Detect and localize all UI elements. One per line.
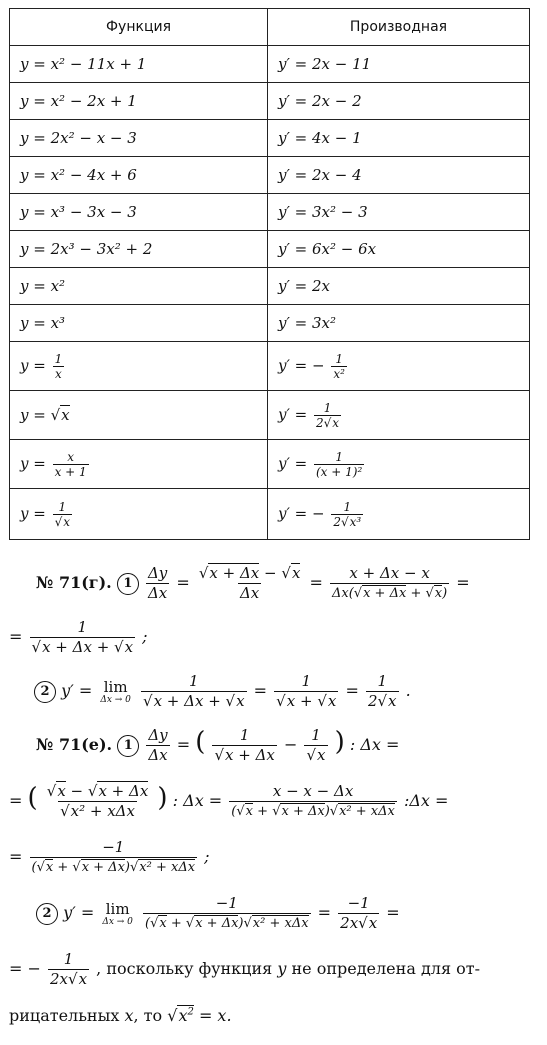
table-row xyxy=(10,194,530,231)
numerator: 1 xyxy=(239,726,250,744)
fraction xyxy=(331,352,347,381)
radicand: x + Δx xyxy=(209,564,260,582)
lim-word: lim xyxy=(105,899,130,918)
radical-sign: √ xyxy=(167,1006,178,1025)
fraction xyxy=(338,894,379,933)
equals: = xyxy=(253,681,268,700)
table-row xyxy=(10,391,530,440)
explanation-text: не определена для от- xyxy=(291,959,481,978)
denominator: (x + 1)² xyxy=(316,464,363,479)
denominator: 2x√x xyxy=(340,914,378,932)
operator: + xyxy=(166,916,186,931)
fraction xyxy=(143,894,311,933)
numerator: 1 xyxy=(58,499,67,514)
solution-e-line-6 xyxy=(9,1006,539,1025)
radicand: x + Δx xyxy=(195,916,239,931)
den-part: ) xyxy=(238,916,244,931)
radicand: x + Δx xyxy=(153,692,204,710)
numerator: 1 xyxy=(189,672,199,690)
fraction xyxy=(30,618,136,657)
problem-label: № 71(г). xyxy=(36,573,112,592)
numerator: x xyxy=(67,449,75,464)
variable: y xyxy=(277,959,287,978)
radicand xyxy=(177,1005,193,1025)
lim-word: lim xyxy=(103,677,128,696)
fraction xyxy=(197,564,303,603)
fraction xyxy=(53,450,89,479)
denominator: x + 1 xyxy=(54,464,87,479)
base: x xyxy=(178,1006,188,1025)
denominator: Δx xyxy=(148,746,168,764)
radicand: x xyxy=(332,415,340,430)
limit xyxy=(102,901,133,927)
equals: = xyxy=(345,681,359,700)
radicand: x xyxy=(368,914,378,932)
denominator: √x + Δx xyxy=(214,746,275,764)
function-cell: y = 2x² − x − 3 xyxy=(10,120,268,157)
denominator: √x² + xΔx xyxy=(60,802,135,820)
lhs: y = xyxy=(20,406,46,424)
den-part: ( xyxy=(145,916,151,931)
derivative-cell xyxy=(268,440,530,489)
function-cell xyxy=(10,391,268,440)
den-part: Δx( xyxy=(332,586,354,601)
function-cell: y = x² xyxy=(10,268,268,305)
result: = x. xyxy=(198,1006,232,1025)
period: . xyxy=(405,681,411,700)
derivative-cell: y′ = 3x² − 3 xyxy=(268,194,530,231)
numerator: x − x − Δx xyxy=(272,782,354,800)
radical-sign: √ xyxy=(54,514,63,529)
den-part: ( xyxy=(231,804,237,819)
radicand: x + Δx xyxy=(225,746,275,764)
explanation-text: рицательных xyxy=(9,1006,120,1025)
radicand: x xyxy=(236,692,245,710)
numerator: −1 xyxy=(102,838,125,856)
table-row xyxy=(10,231,530,268)
table-header-row xyxy=(10,9,530,46)
operator: + xyxy=(91,638,115,656)
numerator: −1 xyxy=(347,894,370,912)
solution-g-line-2 xyxy=(9,618,539,657)
numerator: 1 xyxy=(77,618,88,636)
colon-division: : Δx = xyxy=(172,791,223,810)
variable: x xyxy=(124,1006,134,1025)
coefficient: 2 xyxy=(333,514,341,529)
explanation-text: , то xyxy=(133,1006,163,1025)
denominator: (√x + √x + Δx)√x² + xΔx xyxy=(143,913,311,933)
semicolon: ; xyxy=(204,847,210,866)
numerator: 1 xyxy=(323,400,332,415)
fraction xyxy=(53,352,65,381)
radicand: x xyxy=(434,586,443,601)
equals: = xyxy=(9,791,23,810)
lhs: y′ = − xyxy=(278,504,325,522)
solution-g-line-3: 2 y′ = lim Δx → 0 $\frac{1}{√x + \Delta x + √x}$ = $\frac{1}{√x + √x}$ = $\frac{1}{2√x}$ . xyxy=(34,672,547,711)
fraction xyxy=(30,838,198,877)
derivative-cell: y′ = 3x² xyxy=(268,305,530,342)
radicand: x xyxy=(286,692,296,710)
derivative-cell: y′ = 2x xyxy=(268,268,530,305)
radicand: x² + xΔx xyxy=(252,916,309,931)
operator: + xyxy=(203,692,226,710)
solution-e-line-2: = ( $\frac{√x - √x + \Delta x}{\text{√x² + xΔx}}$ ) : Δx = $\frac{x - x - \Delta x}{\text{(√x + √x + Δx)√x² + xΔx}}$ :Δx = xyxy=(9,782,449,820)
step-marker-2: 2 xyxy=(34,681,56,703)
den-part: ) xyxy=(124,860,130,875)
lhs: y = xyxy=(20,504,46,522)
fraction xyxy=(274,672,338,711)
radicand: x + Δx xyxy=(363,586,407,601)
numerator: 1 xyxy=(377,672,387,690)
radicand: x + Δx xyxy=(81,860,125,875)
fraction xyxy=(212,726,276,765)
fraction xyxy=(48,950,89,989)
equals: = xyxy=(309,573,323,592)
colon-division: :Δx = xyxy=(403,791,449,810)
coefficient: 2x xyxy=(50,970,69,988)
lhs: y′ = xyxy=(278,454,308,472)
equals-minus: = − xyxy=(9,959,41,978)
solution-e-line-4: 2 y′ = lim Δx → 0 $\frac{-1}{\text{(√x + √x + Δx)√x² + xΔx}}$ = $\frac{-1}{2x√x}$ = xyxy=(36,894,547,933)
table-row xyxy=(10,46,530,83)
radicand: x + Δx xyxy=(281,804,325,819)
function-cell xyxy=(10,489,268,540)
fraction xyxy=(229,782,397,821)
denominator: √x + √x xyxy=(276,692,337,710)
lim-subscript: Δx → 0 xyxy=(100,694,131,705)
fraction xyxy=(366,672,399,711)
radical-sign: √ xyxy=(50,406,61,424)
solution-e-line-3 xyxy=(9,838,539,877)
semicolon: ; xyxy=(142,627,148,646)
fraction xyxy=(141,672,247,711)
fraction xyxy=(146,726,169,765)
radical-sign: √ xyxy=(340,514,349,529)
denominator: (√x + √x + Δx)√x² + xΔx xyxy=(229,801,397,821)
numerator: 1 xyxy=(311,726,321,744)
equals: = xyxy=(9,847,23,866)
lhs: y′ = − xyxy=(278,356,325,374)
fraction xyxy=(304,726,327,765)
denominator: x² xyxy=(333,366,345,381)
fraction xyxy=(331,500,363,529)
step-marker-2: 2 xyxy=(36,903,58,925)
numerator: −1 xyxy=(215,894,238,912)
table-row xyxy=(10,489,530,540)
lhs: y = xyxy=(20,454,46,472)
fraction xyxy=(314,401,341,430)
numerator: 1 xyxy=(63,950,74,968)
derivative-cell: y′ = 2x − 11 xyxy=(268,46,530,83)
derivative-table xyxy=(9,8,530,540)
table-row xyxy=(10,342,530,391)
denominator: Δx(√x + Δx + √x) xyxy=(330,583,449,603)
numerator: 1 xyxy=(335,351,343,366)
solution-e-line-5 xyxy=(9,950,539,989)
radicand: x xyxy=(291,564,301,582)
denominator: Δx xyxy=(147,584,168,602)
header-derivative: Производная xyxy=(268,9,530,46)
equals: = xyxy=(456,573,470,592)
table-row xyxy=(10,157,530,194)
limit xyxy=(100,679,131,705)
numerator: 1 xyxy=(343,499,352,514)
numerator: x + Δx − x xyxy=(349,564,430,582)
equals: = xyxy=(176,735,191,754)
step-marker-1: 1 xyxy=(117,735,139,757)
problem-label: № 71(е). xyxy=(36,735,113,754)
derivative-cell: y′ = 2x − 2 xyxy=(268,83,530,120)
equals: = xyxy=(386,903,400,922)
denominator: 2√x xyxy=(367,692,397,710)
radicand: x xyxy=(63,514,71,529)
equals: = xyxy=(317,903,332,922)
equals: = xyxy=(176,573,190,592)
derivative-cell xyxy=(268,391,530,440)
coefficient: 2 xyxy=(316,415,324,430)
function-cell xyxy=(10,440,268,489)
derivative-cell: y′ = 2x − 4 xyxy=(268,157,530,194)
derivative-cell xyxy=(268,342,530,391)
denominator: 2x√x xyxy=(50,970,88,988)
radicand: x + Δx xyxy=(98,782,149,800)
fraction xyxy=(314,450,364,479)
header-function: Функция xyxy=(10,9,268,46)
radicand: x xyxy=(124,638,134,656)
table-row xyxy=(10,440,530,489)
lhs: y′ = xyxy=(278,405,308,423)
numerator: √x − √x + Δx xyxy=(46,782,149,800)
table-row xyxy=(10,120,530,157)
fraction xyxy=(45,782,151,821)
numerator: 1 xyxy=(54,351,63,366)
table-row xyxy=(10,268,530,305)
function-cell xyxy=(10,342,268,391)
radicand: x xyxy=(159,916,167,931)
step-marker-1: 1 xyxy=(117,573,139,595)
function-cell: y = x² − 2x + 1 xyxy=(10,83,268,120)
denominator: √x + Δx + √x xyxy=(31,638,134,656)
numerator: Δy xyxy=(148,726,168,744)
radicand: x xyxy=(317,746,326,764)
solution-g-line-1 xyxy=(36,564,547,603)
denominator xyxy=(53,514,72,529)
operator: + xyxy=(253,804,273,819)
operator: + xyxy=(406,586,426,601)
numerator: 1 xyxy=(301,672,312,690)
function-cell: y = x³ − 3x − 3 xyxy=(10,194,268,231)
equals: = xyxy=(9,627,23,646)
den-part: ) xyxy=(324,804,330,819)
table-row xyxy=(10,305,530,342)
denominator xyxy=(331,514,363,529)
colon-division: : Δx = xyxy=(349,735,400,754)
solution-e-line-1: № 71(е). 1 $\frac{\Delta y}{\Delta x}$ = ( $\frac{1}{√x + \Delta x}$ − $\frac{1}{√x}$ ) : Δx = xyxy=(36,726,400,764)
denominator: √x + Δx + √x xyxy=(143,692,245,710)
numerator: Δy xyxy=(147,564,168,582)
radicand: x² + xΔx xyxy=(70,802,135,820)
radicand: x xyxy=(388,692,397,710)
fraction xyxy=(146,564,169,603)
radicand: x xyxy=(245,804,254,819)
derivative-cell: y′ = 6x² − 6x xyxy=(268,231,530,268)
derivative-cell xyxy=(268,489,530,540)
radicand: x² + xΔx xyxy=(139,860,196,875)
radicand: x³ xyxy=(349,514,362,529)
den-part: ( xyxy=(31,860,37,875)
table-row xyxy=(10,83,530,120)
lhs: y = xyxy=(20,356,46,374)
radicand: x xyxy=(61,406,70,424)
denominator xyxy=(314,415,341,430)
denominator: (√x + √x + Δx)√x² + xΔx xyxy=(30,857,198,877)
function-cell: y = x² − 4x + 6 xyxy=(10,157,268,194)
radical-sign: √ xyxy=(323,415,332,430)
function-cell: y = 2x³ − 3x² + 2 xyxy=(10,231,268,268)
radicand: x² + xΔx xyxy=(339,804,395,819)
operator: − xyxy=(65,782,88,800)
coefficient: 2 xyxy=(367,692,378,710)
derivative-cell: y′ = 4x − 1 xyxy=(268,120,530,157)
explanation-text: , поскольку функция xyxy=(96,959,273,978)
numerator: √x + Δx − √x xyxy=(198,564,301,582)
radicand: x xyxy=(78,970,88,988)
coefficient: 2x xyxy=(340,914,359,932)
function-cell: y = x³ xyxy=(10,305,268,342)
operator: + xyxy=(53,860,73,875)
operator: − xyxy=(259,564,282,582)
numerator: 1 xyxy=(335,449,343,464)
fraction xyxy=(53,500,72,529)
y-prime: y′ xyxy=(63,903,76,922)
denominator: x xyxy=(55,366,62,381)
y-prime: y′ xyxy=(61,681,74,700)
radicand: x xyxy=(57,782,66,800)
fraction xyxy=(330,564,449,603)
radicand: x xyxy=(327,692,337,710)
denominator: √x xyxy=(306,746,326,764)
den-part: ) xyxy=(442,586,448,601)
operator: + xyxy=(295,692,318,710)
radicand: x xyxy=(45,860,54,875)
denominator: Δx xyxy=(239,584,260,602)
function-cell: y = x² − 11x + 1 xyxy=(10,46,268,83)
radicand: x + Δx xyxy=(42,638,92,656)
exponent: 2 xyxy=(187,1006,194,1018)
lim-subscript: Δx → 0 xyxy=(102,916,133,927)
